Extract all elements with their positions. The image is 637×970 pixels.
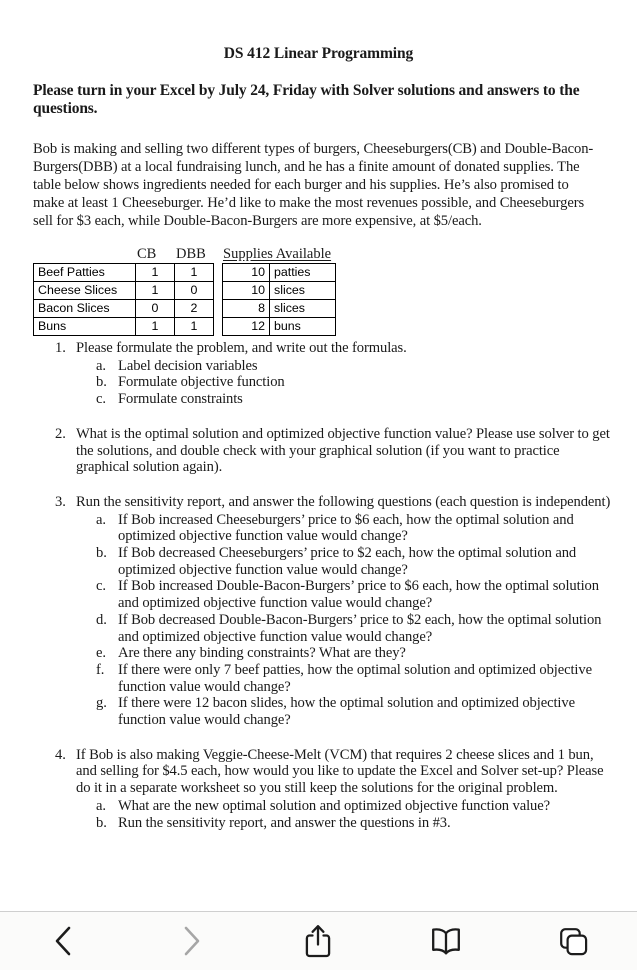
sub-question-body: If Bob increased Cheeseburgers’ price to $6 each, how the optimal solution and optimized objective function value would change? xyxy=(118,511,574,545)
question-text xyxy=(18,426,616,476)
question-text xyxy=(18,494,616,511)
sub-question-body: Are there any binding constraints? What are they? xyxy=(118,645,406,662)
table-row xyxy=(34,300,214,318)
dbb-value: 1 xyxy=(175,264,214,282)
question-text xyxy=(18,340,616,357)
sub-question-marker: b. xyxy=(96,814,107,831)
browser-toolbar xyxy=(0,911,637,970)
sub-question xyxy=(18,612,618,645)
sub-question-marker: b. xyxy=(96,545,107,562)
question-item xyxy=(18,426,619,476)
back-button[interactable] xyxy=(9,915,119,967)
table-row xyxy=(34,282,214,300)
chevron-left-icon xyxy=(51,924,77,958)
cb-value: 1 xyxy=(136,318,175,336)
question-item xyxy=(18,747,619,832)
recipe-table-header-cb: CB xyxy=(137,246,157,263)
sub-question-body: What are the new optimal solution and optimized objective function value? xyxy=(118,797,550,814)
supply-qty: 12 xyxy=(223,318,270,336)
question-body: Run the sensitivity report, and answer the following questions (each question is independent) xyxy=(76,493,611,510)
sub-question xyxy=(18,815,618,832)
sub-question xyxy=(18,391,618,408)
sub-question xyxy=(18,358,618,375)
supply-qty: 8 xyxy=(223,300,270,318)
question-marker: 2. xyxy=(55,425,66,442)
tables-row xyxy=(18,246,619,333)
sub-question-body: If Bob increased Double-Bacon-Burgers’ price to $6 each, how the optimal solution and optimized objective function value would change? xyxy=(118,578,599,612)
sub-question-body: If there were 12 bacon slides, how the optimal solution and optimized objective function value would change? xyxy=(118,695,575,729)
supply-unit: slices xyxy=(270,282,336,300)
table-row xyxy=(34,264,214,282)
supply-unit: buns xyxy=(270,318,336,336)
sub-question xyxy=(18,695,618,728)
sub-question-marker: b. xyxy=(96,374,107,391)
sub-question-list xyxy=(18,358,619,408)
sub-question-marker: e. xyxy=(96,645,106,662)
question-marker: 3. xyxy=(55,493,66,510)
sub-question-list xyxy=(18,512,619,729)
supply-qty: 10 xyxy=(223,264,270,282)
sub-question-body: Formulate objective function xyxy=(118,374,285,391)
problem-statement: Bob is making and selling two different types of burgers, Cheeseburgers(CB) and Double-Bacon-Burgers(DBB) at a local fundraising lunch, and he has a finite amount of donated supplies. The table below shows ingredients needed for each burger and his supplies. He’s also promised to make at least 1 Cheeseburger. He’d like to make the most revenues possible, and Cheeseburgers sell for $3 each, while Double-Bacon-Burgers are more expensive, at $5/each. xyxy=(33,140,594,229)
question-body: What is the optimal solution and optimized objective function value? Please use solver to get the solutions, and double check with your graphical solution (if you want to practice graphical solution again). xyxy=(76,425,610,476)
sub-question xyxy=(18,798,618,815)
tabs-button[interactable] xyxy=(518,915,628,967)
sub-question-marker: a. xyxy=(96,797,106,814)
ingredient-name: Cheese Slices xyxy=(34,282,136,300)
sub-question-marker: f. xyxy=(96,661,105,678)
cb-value: 0 xyxy=(136,300,175,318)
question-list xyxy=(18,340,619,831)
table-row xyxy=(223,264,336,282)
sub-question-marker: d. xyxy=(96,611,107,628)
book-icon xyxy=(429,926,463,956)
submission-instruction: Please turn in your Excel by July 24, Friday with Solver solutions and answers to the questions. xyxy=(33,82,580,117)
supply-unit: slices xyxy=(270,300,336,318)
sub-question-body: Label decision variables xyxy=(118,357,258,374)
share-icon xyxy=(303,923,333,959)
sub-question-body: Run the sensitivity report, and answer the questions in #3. xyxy=(118,814,451,831)
table-row xyxy=(223,282,336,300)
ingredient-name: Beef Patties xyxy=(34,264,136,282)
ingredient-name: Bacon Slices xyxy=(34,300,136,318)
question-body: If Bob is also making Veggie-Cheese-Melt (VCM) that requires 2 cheese slices and 1 bun, and selling for $4.5 each, how would you like to update the Excel and Solver set-up? Please do it in a separate worksheet so you still keep the solutions for the original problem. xyxy=(76,746,604,797)
sub-question xyxy=(18,374,618,391)
sub-question xyxy=(18,662,618,695)
sub-question-body: If there were only 7 beef patties, how the optimal solution and optimized objective function value would change? xyxy=(118,661,592,695)
question-marker: 4. xyxy=(55,746,66,763)
sub-question-body: Formulate constraints xyxy=(118,391,243,408)
question-body: Please formulate the problem, and write out the formulas. xyxy=(76,340,407,357)
sub-question-body: If Bob decreased Cheeseburgers’ price to $2 each, how the optimal solution and optimized objective function value would change? xyxy=(118,545,577,578)
bookmarks-button[interactable] xyxy=(391,915,501,967)
dbb-value: 1 xyxy=(175,318,214,336)
sub-question xyxy=(18,545,618,578)
sub-question-marker: c. xyxy=(96,391,106,408)
tabs-icon xyxy=(557,925,589,957)
sub-question xyxy=(18,645,618,662)
supplies-table-header: Supplies Available xyxy=(223,246,332,263)
sub-question-marker: c. xyxy=(96,578,106,595)
ingredient-name: Buns xyxy=(34,318,136,336)
question-item xyxy=(18,494,619,729)
sub-question-marker: g. xyxy=(96,695,107,712)
document-title: DS 412 Linear Programming xyxy=(223,45,414,62)
sub-question-body: If Bob decreased Double-Bacon-Burgers’ price to $2 each, how the optimal solution and optimized objective function value would change? xyxy=(118,611,602,645)
sub-question-list xyxy=(18,798,619,831)
table-row xyxy=(223,300,336,318)
forward-button[interactable] xyxy=(136,915,246,967)
supplies-table xyxy=(222,263,336,336)
table-row xyxy=(223,318,336,336)
cb-value: 1 xyxy=(136,282,175,300)
table-row xyxy=(34,318,214,336)
sub-question-marker: a. xyxy=(96,357,106,374)
share-button[interactable] xyxy=(263,915,373,967)
question-text xyxy=(18,747,616,797)
chevron-right-icon xyxy=(178,924,204,958)
question-item xyxy=(18,340,619,408)
supply-unit: patties xyxy=(270,264,336,282)
recipe-table xyxy=(33,263,214,336)
supply-qty: 10 xyxy=(223,282,270,300)
dbb-value: 2 xyxy=(175,300,214,318)
sub-question xyxy=(18,578,618,611)
cb-value: 1 xyxy=(136,264,175,282)
recipe-table-header-dbb: DBB xyxy=(176,246,206,263)
sub-question xyxy=(18,512,618,545)
dbb-value: 0 xyxy=(175,282,214,300)
sub-question-marker: a. xyxy=(96,511,106,528)
question-marker: 1. xyxy=(55,340,66,357)
